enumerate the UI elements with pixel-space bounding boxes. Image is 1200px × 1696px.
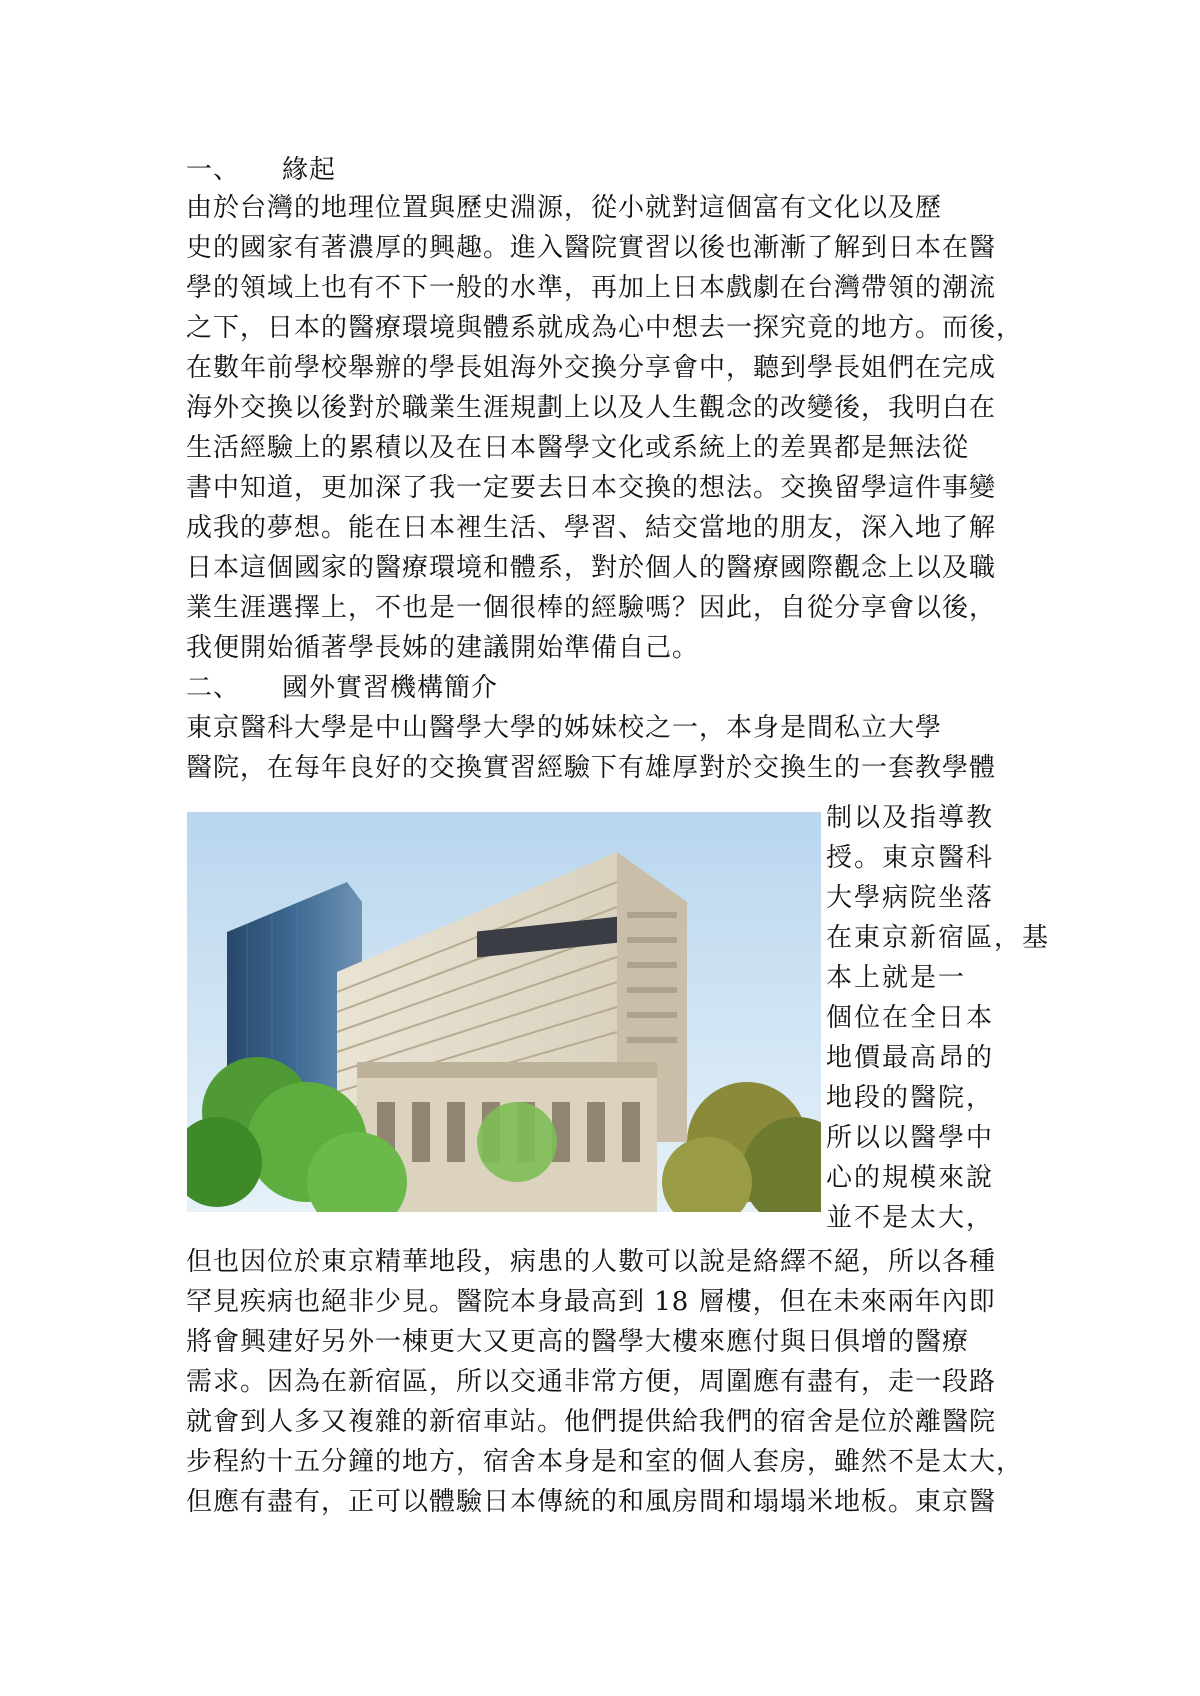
- paragraph-line: 書中知道，更加深了我一定要去日本交換的想法。交換留學這件事變: [186, 473, 997, 503]
- wrap-line: 制以及指導教: [826, 803, 995, 833]
- wrap-line: 授。東京醫科: [826, 843, 995, 873]
- paragraph-line: 由於台灣的地理位置與歷史淵源，從小就對這個富有文化以及歷: [186, 193, 943, 223]
- paragraph-line: 就會到人多又複雜的新宿車站。他們提供給我們的宿舍是位於離醫院: [186, 1407, 997, 1437]
- section-2-number: 二、: [186, 673, 241, 703]
- wrap-line: 所以以醫學中: [826, 1123, 995, 1153]
- section-2-heading: [186, 670, 498, 706]
- wrap-line: 並不是太大，: [826, 1203, 995, 1233]
- hospital-photo: [187, 812, 821, 1212]
- wrap-line: 地價最高昂的: [826, 1043, 995, 1073]
- wrap-line: 地段的醫院，: [826, 1083, 995, 1113]
- section-1-number: 一、: [186, 155, 241, 185]
- paragraph-line: 罕見疾病也絕非少見。醫院本身最高到 18 層樓，但在未來兩年內即: [186, 1287, 996, 1317]
- paragraph-line: 我便開始循著學長姊的建議開始準備自己。: [186, 633, 700, 663]
- paragraph-line: 業生涯選擇上，不也是一個很棒的經驗嗎？因此，自從分享會以後，: [186, 593, 997, 623]
- wrap-line: 個位在全日本: [826, 1003, 995, 1033]
- paragraph-line: 東京醫科大學是中山醫學大學的姊妹校之一，本身是間私立大學: [186, 713, 943, 743]
- wrap-line: 大學病院坐落: [826, 883, 995, 913]
- paragraph-line: 在數年前學校舉辦的學長姐海外交換分享會中，聽到學長姐們在完成: [186, 353, 997, 383]
- paragraph-line: 但也因位於東京精華地段，病患的人數可以說是絡繹不絕，所以各種: [186, 1247, 997, 1277]
- paragraph-line: 但應有盡有，正可以體驗日本傳統的和風房間和塌塌米地板。東京醫: [186, 1487, 997, 1517]
- wrap-line: 心的規模來說: [826, 1163, 995, 1193]
- paragraph-line: 海外交換以後對於職業生涯規劃上以及人生觀念的改變後，我明白在: [186, 393, 997, 423]
- paragraph-line: 史的國家有著濃厚的興趣。進入醫院實習以後也漸漸了解到日本在醫: [186, 233, 997, 263]
- paragraph-line: 成我的夢想。能在日本裡生活、學習、結交當地的朋友，深入地了解: [186, 513, 997, 543]
- paragraph-line: 之下，日本的醫療環境與體系就成為心中想去一探究竟的地方。而後，: [186, 313, 1024, 343]
- paragraph-line: 步程約十五分鐘的地方，宿舍本身是和室的個人套房，雖然不是太大，: [186, 1447, 1024, 1477]
- paragraph-line: 生活經驗上的累積以及在日本醫學文化或系統上的差異都是無法從: [186, 433, 970, 463]
- paragraph-line: 日本這個國家的醫療環境和體系，對於個人的醫療國際觀念上以及職: [186, 553, 997, 583]
- paragraph-line: 學的領域上也有不下一般的水準，再加上日本戲劇在台灣帶領的潮流: [186, 273, 997, 303]
- paragraph-line: 需求。因為在新宿區，所以交通非常方便，周圍應有盡有，走一段路: [186, 1367, 997, 1397]
- section-2-title: 國外實習機構簡介: [282, 673, 499, 703]
- section-1-heading: [186, 152, 336, 188]
- wrap-line: 本上就是一: [826, 963, 967, 993]
- section-1-title: 緣起: [282, 155, 337, 185]
- paragraph-line: 醫院，在每年良好的交換實習經驗下有雄厚對於交換生的一套教學體: [186, 753, 997, 783]
- wrap-line: 在東京新宿區，基: [826, 923, 1051, 953]
- paragraph-line: 將會興建好另外一棟更大又更高的醫學大樓來應付與日俱增的醫療: [186, 1327, 970, 1357]
